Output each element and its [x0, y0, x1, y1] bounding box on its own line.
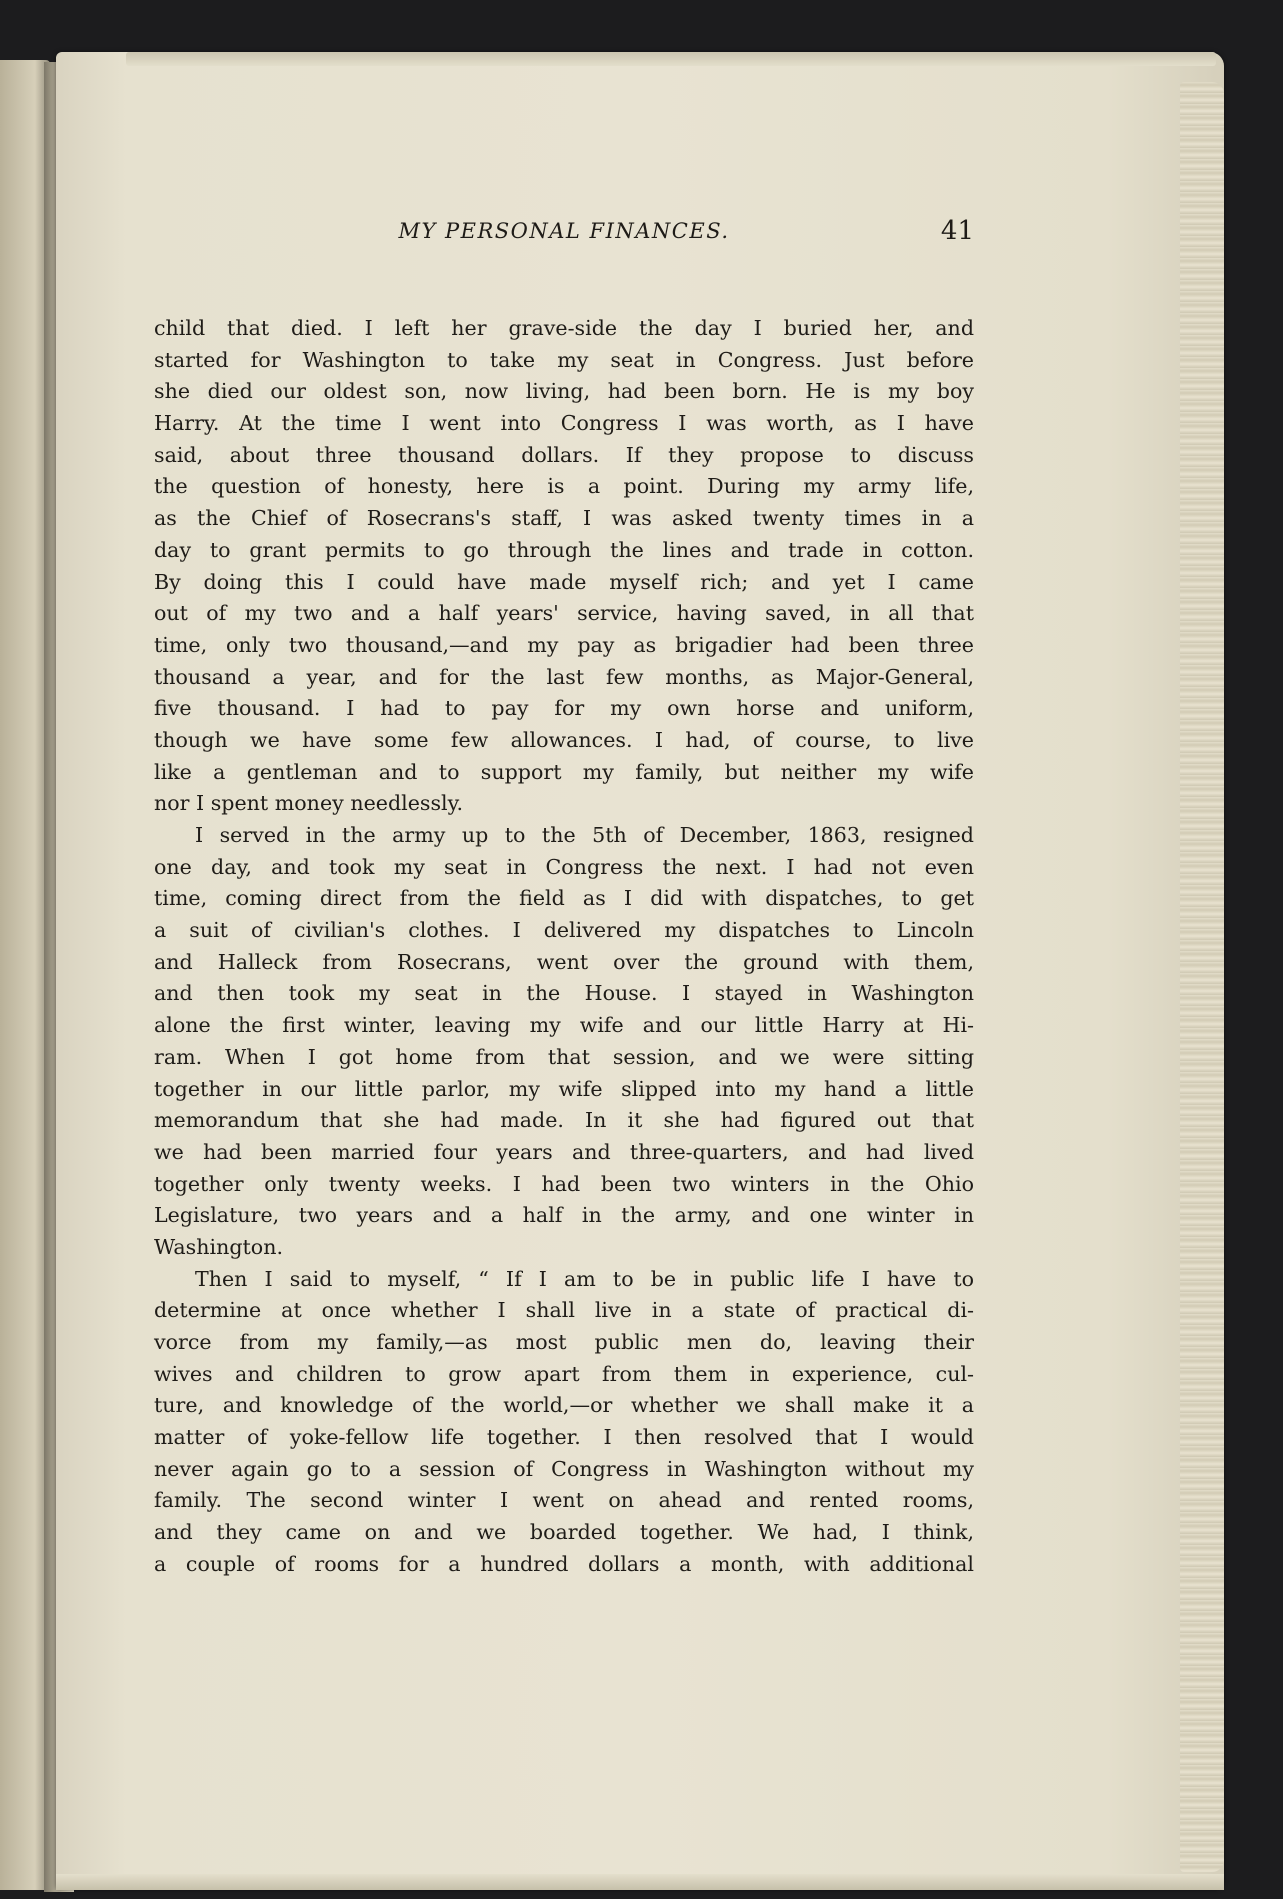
- running-head: MY PERSONAL FINANCES.: [398, 219, 730, 243]
- text-line: one day, and took my seat in Congress the next. I had not even: [154, 854, 974, 879]
- text-line: family. The second winter I went on ahead and rented rooms,: [154, 1488, 974, 1513]
- text-line: vorce from my family,—as most public men do, leaving their: [154, 1330, 974, 1354]
- text-line: nor I spent money needlessly.: [154, 791, 464, 816]
- text-line: thousand a year, and for the last few months, as Major-General,: [154, 664, 974, 689]
- text-line: and they came on and we boarded together. We had, I think,: [154, 1520, 974, 1545]
- facing-page-edge: [0, 60, 50, 1890]
- text-line: ram. When I got home from that session, and we were sitting: [154, 1044, 974, 1069]
- page-bottom-edge: [56, 1874, 1224, 1890]
- text-line: five thousand. I had to pay for my own horse and uniform,: [154, 696, 974, 721]
- text-line: and then took my seat in the House. I stayed in Washington: [154, 981, 974, 1006]
- text-line: time, only two thousand,—and my pay as brigadier had been three: [154, 632, 974, 657]
- text-line: Washington.: [154, 1234, 284, 1259]
- text-line: wives and children to grow apart from them in experience, cul-: [154, 1361, 974, 1386]
- text-line: the question of honesty, here is a point. During my army life,: [154, 474, 974, 499]
- text-line: out of my two and a half years' service, having saved, in all that: [154, 601, 974, 626]
- text-line: together only twenty weeks. I had been two winters in the Ohio: [154, 1171, 974, 1196]
- text-line: ture, and knowledge of the world,—or whether we shall make it a: [154, 1393, 974, 1418]
- text-line: day to grant permits to go through the lines and trade in cotton.: [154, 537, 974, 562]
- text-line: Legislature, two years and a half in the army, and one winter in: [154, 1203, 974, 1228]
- text-line: together in our little parlor, my wife slipped into my hand a little: [154, 1076, 974, 1101]
- text-line: we had been married four years and three-quarters, and had lived: [154, 1139, 974, 1164]
- text-line: alone the first winter, leaving my wife and our little Harry at Hi-: [154, 1013, 974, 1038]
- text-line: Harry. At the time I went into Congress I was worth, as I have: [154, 411, 974, 436]
- text-line: started for Washington to take my seat in Congress. Just before: [154, 347, 974, 372]
- page-fore-edge: [1180, 82, 1224, 1872]
- text-line: though we have some few allowances. I had, of course, to live: [154, 727, 974, 752]
- text-line: Then I said to myself, “ If I am to be in public life I have to: [195, 1266, 974, 1291]
- text-line: never again go to a session of Congress in Washington without my: [154, 1456, 974, 1481]
- text-line: a suit of civilian's clothes. I delivered my dispatches to Lincoln: [154, 918, 974, 943]
- page-top-edge: [126, 52, 1216, 66]
- text-line: I served in the army up to the 5th of December, 1863, resigned: [195, 823, 974, 847]
- body-text: [154, 313, 974, 1581]
- text-line: By doing this I could have made myself rich; and yet I came: [154, 569, 974, 594]
- text-line: child that died. I left her grave-side the day I buried her, and: [154, 316, 974, 340]
- text-line: a couple of rooms for a hundred dollars a month, with additional: [154, 1551, 974, 1576]
- text-line: memorandum that she had made. In it she had figured out that: [154, 1108, 974, 1133]
- text-line: like a gentleman and to support my family, but neither my wife: [154, 759, 974, 784]
- text-line: as the Chief of Rosecrans's staff, I was asked twenty times in a: [154, 506, 974, 531]
- text-line: time, coming direct from the field as I did with dispatches, to get: [154, 886, 974, 911]
- text-line: and Halleck from Rosecrans, went over the ground with them,: [154, 949, 974, 974]
- page-number: 41: [940, 216, 974, 246]
- text-line: she died our oldest son, now living, had been born. He is my boy: [154, 379, 974, 404]
- text-line: matter of yoke-fellow life together. I then resolved that I would: [154, 1425, 974, 1450]
- text-line: said, about three thousand dollars. If they propose to discuss: [154, 442, 974, 467]
- page-header: [154, 213, 974, 253]
- text-line: determine at once whether I shall live in a state of practical di-: [154, 1298, 974, 1323]
